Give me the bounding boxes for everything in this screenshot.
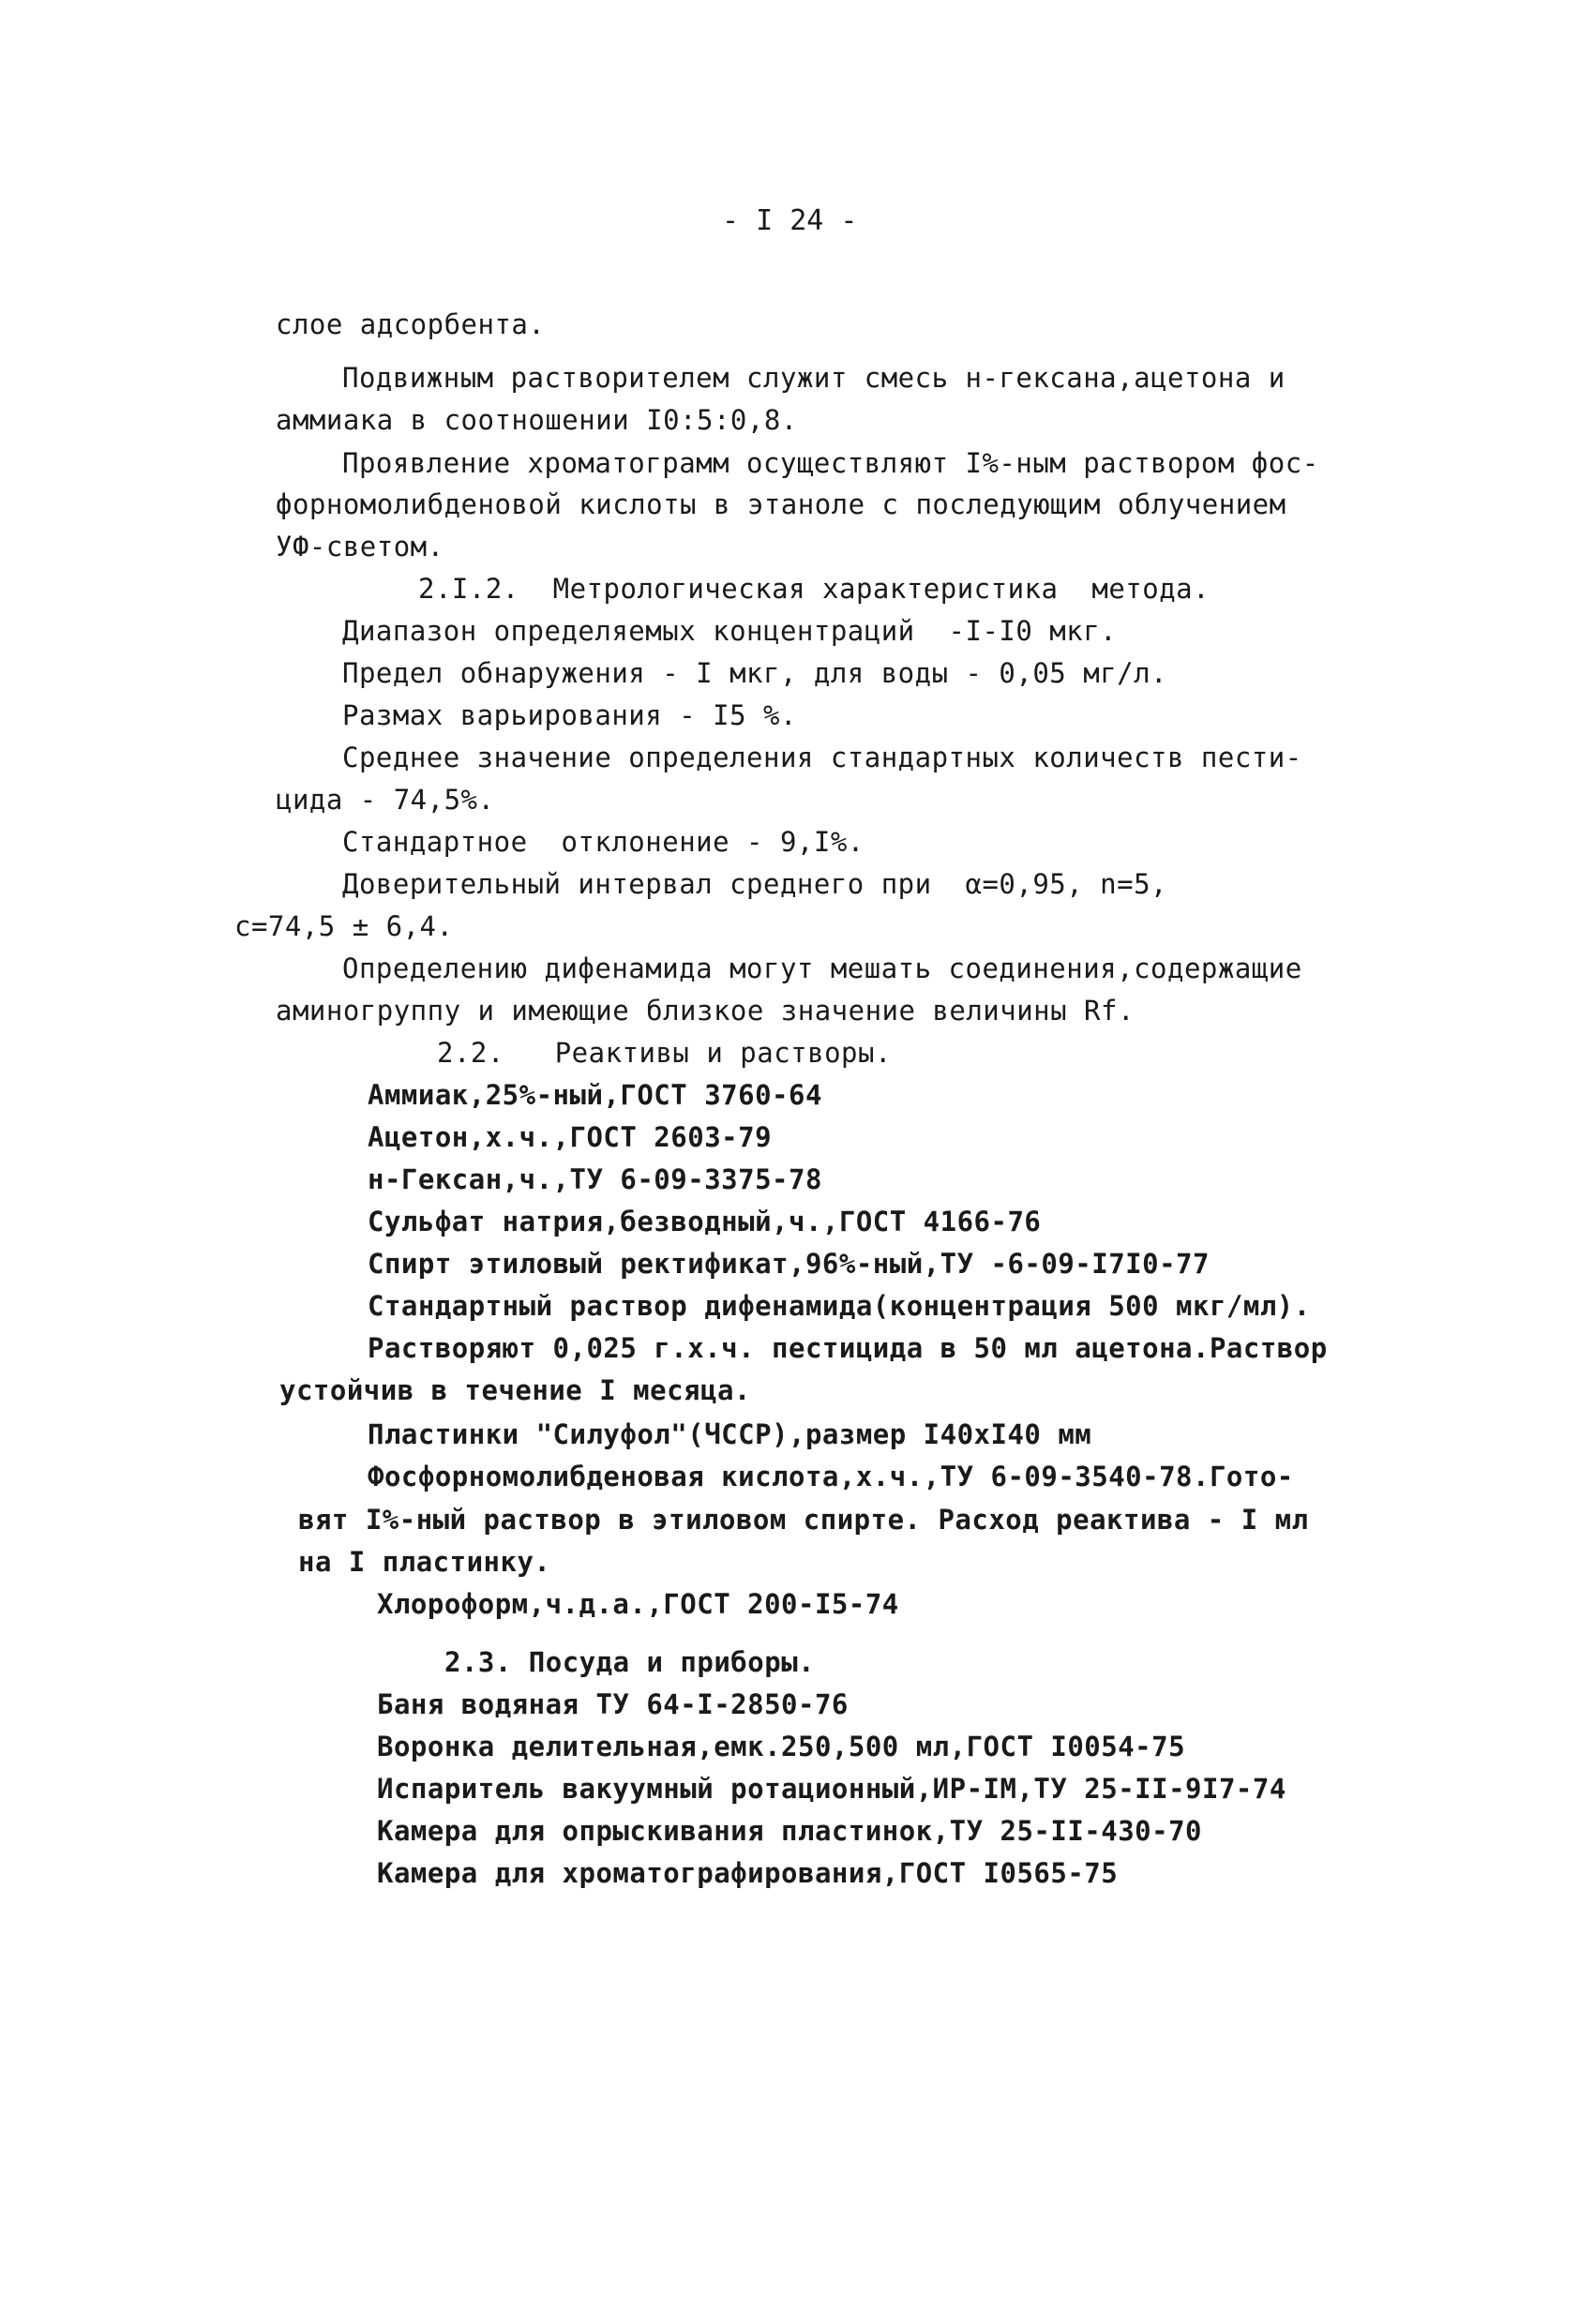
text-line: Среднее значение определения стандартных количеств пести- (342, 742, 1302, 773)
list-item: Камера для хроматографирования,ГОСТ I0565-75 (377, 1857, 1119, 1889)
text-line: аммиака в соотношении I0:5:0,8. (276, 404, 798, 436)
text-line: Размах варьирования - I5 %. (342, 699, 797, 731)
text-line: Растворяют 0,025 г.х.ч. пестицида в 50 мл ацетона.Раствор (368, 1332, 1328, 1364)
list-item: Спирт этиловый ректификат,96%-ный,ТУ -6-09-I7I0-77 (368, 1248, 1210, 1280)
list-item: Ацетон,х.ч.,ГОСТ 2603-79 (368, 1121, 773, 1153)
list-item: Пластинки "Силуфол"(ЧССР),размер I40xI40 мм (368, 1418, 1092, 1450)
list-item: Аммиак,25%-ный,ГОСТ 3760-64 (368, 1079, 822, 1111)
list-item: Испаритель вакуумный ротационный,ИР-IМ,ТУ 25-II-9I7-74 (377, 1773, 1286, 1805)
section-heading: 2.I.2. Метрологическая характеристика метода. (418, 573, 1211, 605)
list-item: Хлороформ,ч.д.а.,ГОСТ 200-I5-74 (377, 1588, 899, 1620)
list-item: н-Гексан,ч.,ТУ 6-09-3375-78 (368, 1163, 822, 1195)
text-line: c=74,5 ± 6,4. (234, 910, 454, 942)
text-line: Стандартное отклонение - 9,I%. (342, 826, 865, 858)
text-line: Доверительный интервал среднего при α=0,95, n=5, (342, 868, 1168, 900)
list-item: Камера для опрыскивания пластинок,ТУ 25-II-430-70 (377, 1815, 1203, 1847)
text-line: Подвижным растворителем служит смесь н-гексана,ацетона и (342, 362, 1286, 394)
text-line: цида - 74,5%. (276, 784, 495, 816)
text-line: УФ-светом. (276, 531, 444, 562)
text-line: Проявление хроматограмм осуществляют I%-ным раствором фос- (342, 447, 1319, 479)
list-item: Фосфорномолибденовая кислота,х.ч.,ТУ 6-09-3540-78.Гото- (368, 1461, 1294, 1492)
text-line: на I пластинку. (298, 1546, 551, 1578)
section-heading: 2.3. Посуда и приборы. (444, 1646, 816, 1678)
list-item: Стандартный раствор дифенамида(концентрация 500 мкг/мл). (368, 1290, 1311, 1322)
list-item: Баня водяная ТУ 64-I-2850-76 (377, 1688, 849, 1720)
text-line: Диапазон определяемых концентраций -I-I0 мкг. (342, 615, 1118, 647)
page-number: - I 24 - (722, 204, 858, 237)
text-line: слое адсорбента. (276, 308, 546, 340)
list-item: Воронка делительная,емк.250,500 мл,ГОСТ I0054-75 (377, 1731, 1186, 1762)
text-line: аминогруппу и имеющие близкое значение величины Rf. (276, 995, 1135, 1027)
section-heading: 2.2. Реактивы и растворы. (437, 1037, 892, 1069)
text-line: Предел обнаружения - I мкг, для воды - 0,05 мг/л. (342, 657, 1168, 689)
text-line: Определению дифенамида могут мешать соединения,содержащие (342, 952, 1302, 984)
text-line: вят I%-ный раствор в этиловом спирте. Расход реактива - I мл (298, 1504, 1309, 1536)
text-line: устойчив в течение I месяца. (279, 1374, 751, 1406)
text-line: форномолибденовой кислоты в этаноле с последующим облучением (276, 488, 1286, 520)
list-item: Сульфат натрия,безводный,ч.,ГОСТ 4166-76 (368, 1206, 1042, 1237)
